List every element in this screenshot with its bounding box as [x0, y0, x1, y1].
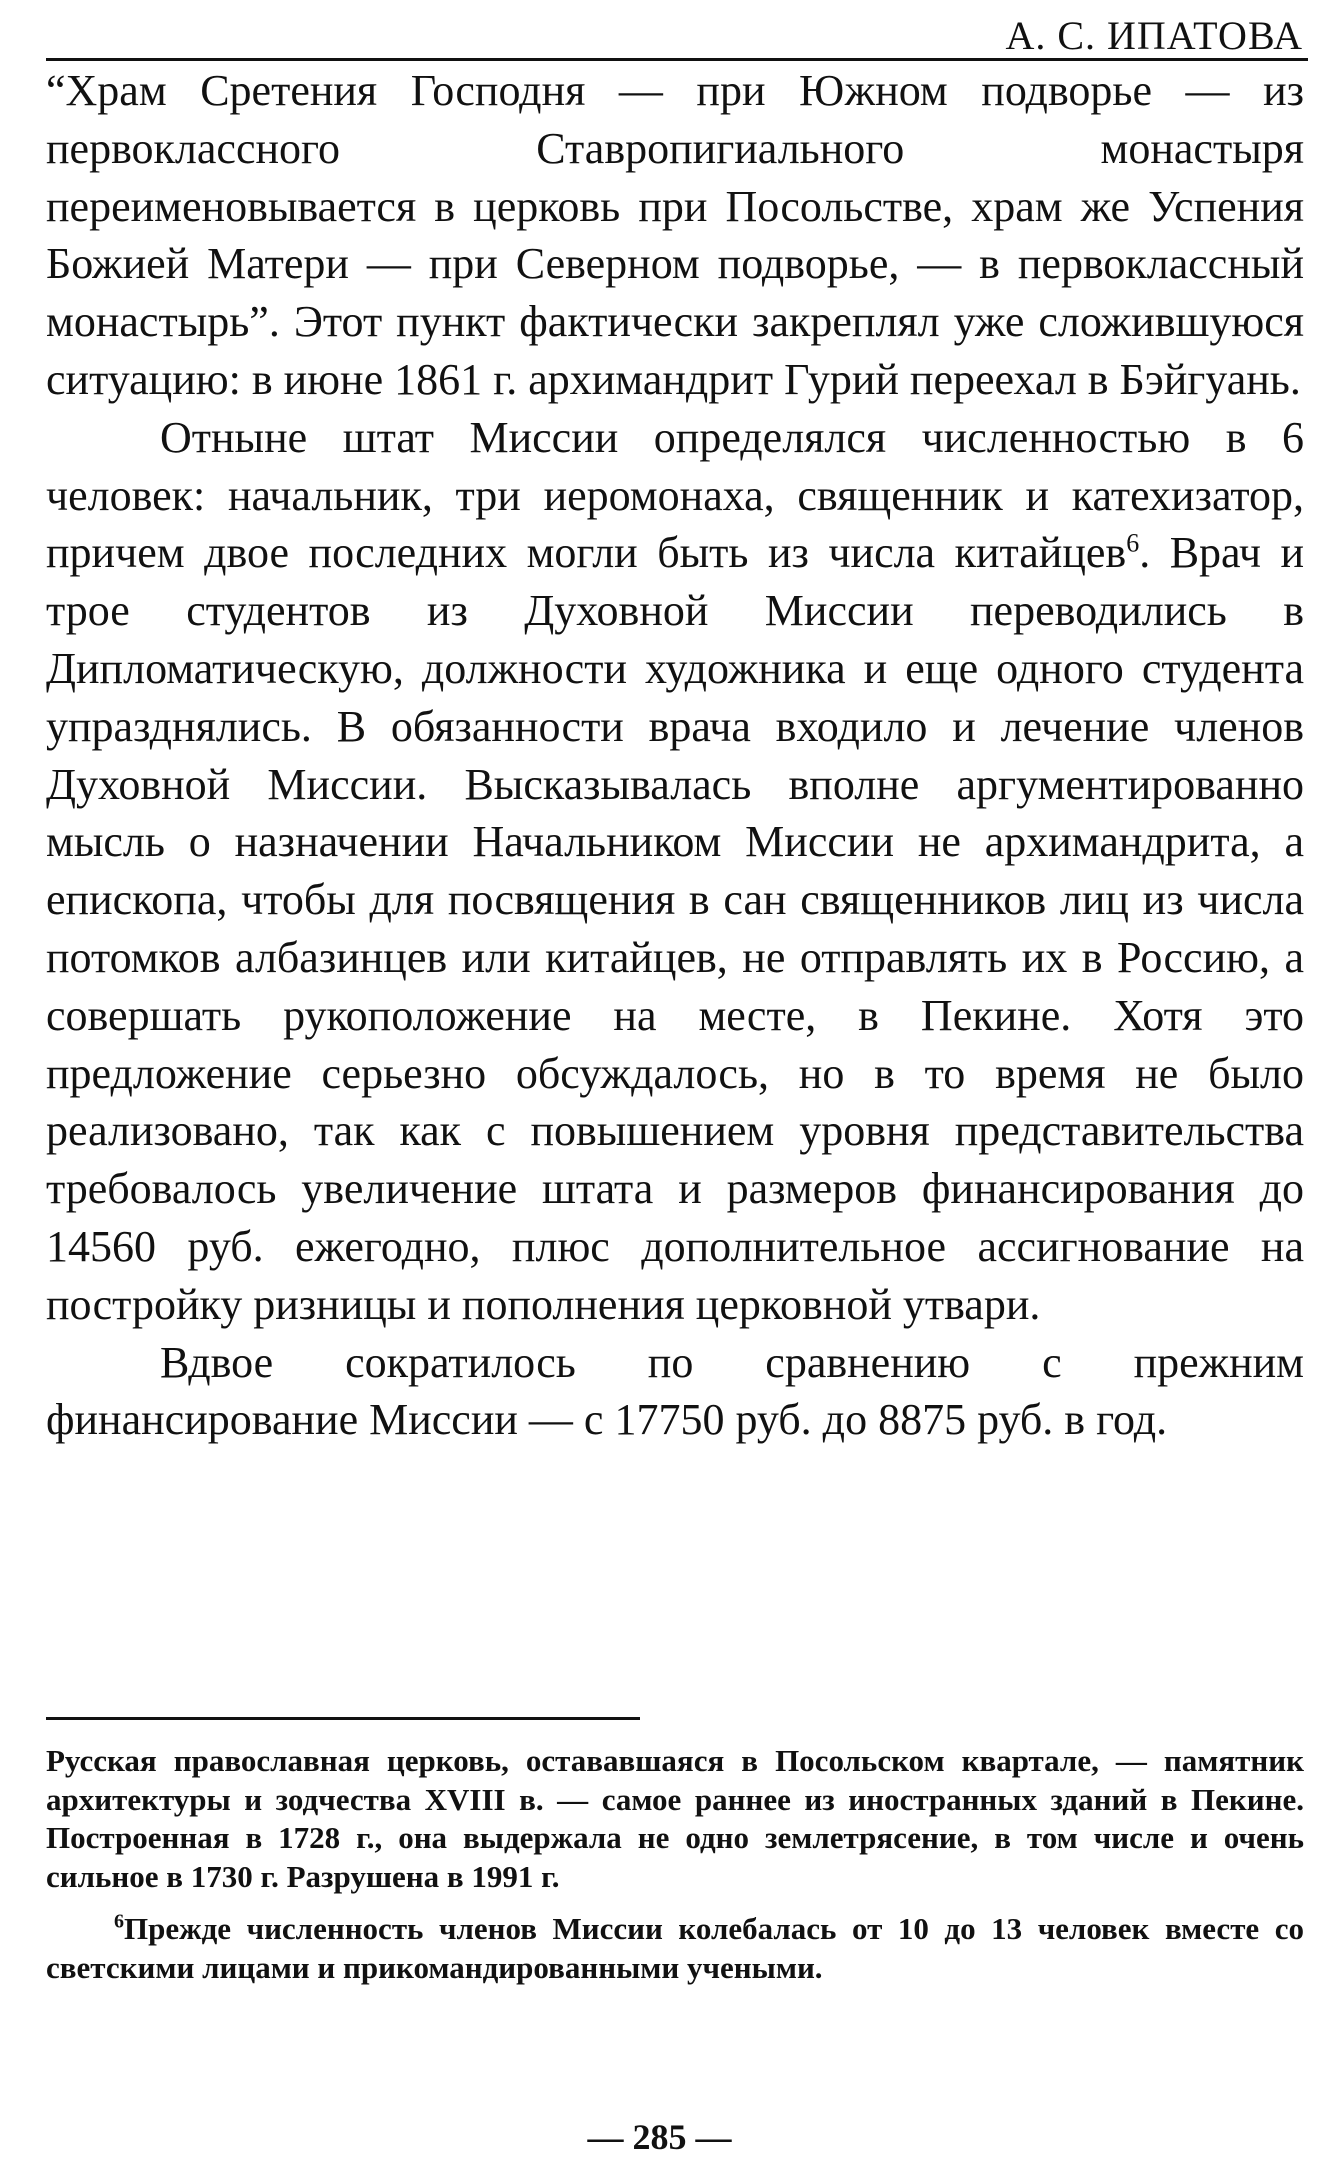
- footnote-6-text: Прежде численность членов Миссии колебалась от 10 до 13 человек вместе со светскими лицами и прикомандированными учеными.: [46, 1911, 1304, 1985]
- header-rule: [46, 58, 1308, 61]
- footnote-rule: [46, 1717, 640, 1720]
- running-head: А. С. ИПАТОВА: [1005, 13, 1303, 58]
- paragraph-3: Вдвое сократилось по сравнению с прежним финансирование Миссии — с 17750 руб. до 8875 руб. в год.: [46, 1337, 1304, 1445]
- paragraph-2: [46, 409, 1304, 1334]
- footnote-6: [46, 1910, 1304, 1987]
- page-number: — 285 —: [587, 2117, 732, 2157]
- main-text: [46, 62, 1304, 1449]
- footnotes: [46, 1742, 1304, 1987]
- footnote-6-mark: 6: [114, 1910, 124, 1933]
- footnote-ref-6[interactable]: 6: [1126, 528, 1140, 558]
- paragraph-1: “Храм Сретения Господня — при Южном подворье — из первоклассного Ставропигиального монастыря переименовывается в церковь при Посольстве, храм же Успения Божией Матери — при Северном подворье, — в первоклассный монастырь”. Этот пункт фактически закреплял уже сложившуюся ситуацию: в июне 1861 г. архимандрит Гурий переехал в Бэйгуань.: [46, 66, 1304, 404]
- paragraph-2-part-b: . Врач и трое студентов из Духовной Миссии переводились в Дипломатическую, должности художника и еще одного студента упразднялись. В обязанности врача входило и лечение членов Духовной Миссии. Высказывалась вполне аргументированно мысль о назначении Начальником Миссии не архимандрита, а епископа, чтобы для посвящения в сан священников лиц из числа потомков албазинцев или китайцев, не отправлять их в Россию, а совершать рукоположение на месте, в Пекине. Хотя это предложение серьезно обсуждалось, но в то время не было реализовано, так как с повышением уровня представительства требовалось увеличение штата и размеров финансирования до 14560 руб. ежегодно, плюс дополнительное ассигнование на постройку ризницы и пополнения церковной утвари.: [46, 528, 1304, 1329]
- footnote-continued: Русская православная церковь, остававшаяся в Посольском квартале, — памятник архитектуры и зодчества XVIII в. — самое раннее из иностранных зданий в Пекине. Построенная в 1728 г., она выдержала не одно землетрясение, в том числе и очень сильное в 1730 г. Разрушена в 1991 г.: [46, 1743, 1304, 1894]
- paragraph-2-part-a: Отныне штат Миссии определялся численностью в 6 человек: начальник, три иеромонаха, священник и катехизатор, причем двое последних могли быть из числа китайцев: [46, 412, 1304, 578]
